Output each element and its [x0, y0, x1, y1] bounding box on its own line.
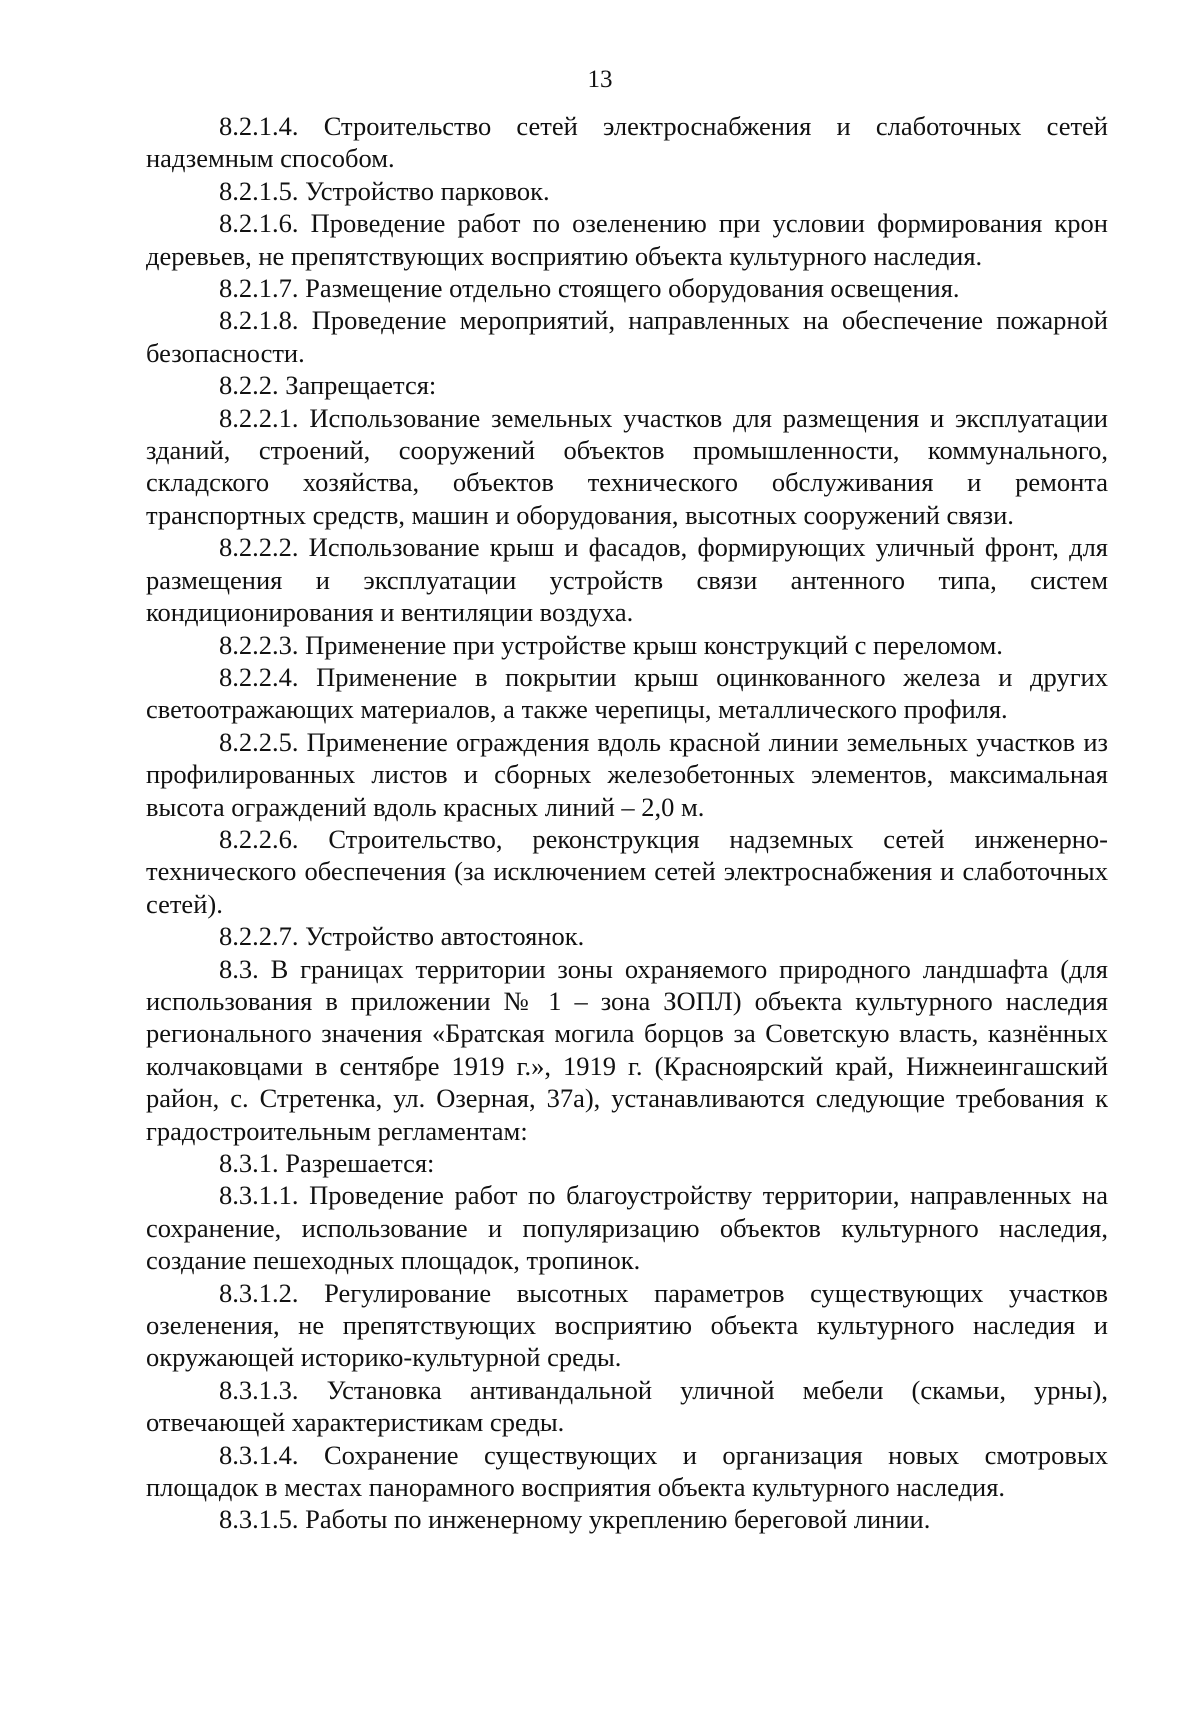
clause-8-2-2-1: 8.2.2.1. Использование земельных участков для размещения и эксплуатации зданий, строений, сооружений объектов промышленности, коммунального, складского хозяйства, объектов технического обслуживания и ремонта транспортных средств, машин и оборудования, высотных сооружений связи.: [146, 402, 1108, 530]
clause-8-2-2-6: 8.2.2.6. Строительство, реконструкция надземных сетей инженерно-технического обеспечения (за исключением сетей электроснабжения и слаботочных сетей).: [146, 823, 1108, 919]
clause-8-2-2-3: 8.2.2.3. Применение при устройстве крыш конструкций с переломом.: [219, 629, 1003, 660]
clause-8-3-1-5: 8.3.1.5. Работы по инженерному укреплению береговой линии.: [219, 1504, 931, 1535]
clause-8-2-1-5: 8.2.1.5. Устройство парковок.: [219, 175, 550, 206]
clause-8-2-2-4: 8.2.2.4. Применение в покрытии крыш оцинкованного железа и других светоотражающих материалов, а также черепицы, металлического профиля.: [146, 661, 1108, 725]
document-body: [146, 110, 1108, 1536]
clause-8-2-1-6: 8.2.1.6. Проведение работ по озеленению при условии формирования крон деревьев, не препятствующих восприятию объекта культурного наследия.: [146, 208, 1108, 271]
clause-8-2-1-4: 8.2.1.4. Строительство сетей электроснабжения и слаботочных сетей надземным способом.: [146, 111, 1108, 174]
clause-8-3-1-1: 8.3.1.1. Проведение работ по благоустройству территории, направленных на сохранение, использование и популяризацию объектов культурного наследия, создание пешеходных площадок, тропинок.: [146, 1180, 1108, 1276]
page-number: 13: [587, 66, 613, 93]
clause-8-2-2: 8.2.2. Запрещается:: [219, 370, 437, 401]
clause-8-3-1-2: 8.3.1.2. Регулирование высотных параметров существующих участков озеленения, не препятствующих восприятию объекта культурного наследия и окружающей историко-культурной среды.: [146, 1277, 1108, 1373]
clause-8-3: 8.3. В границах территории зоны охраняемого природного ландшафта (для использования в приложении № 1 – зона ЗОПЛ) объекта культурного наследия регионального значения «Братская могила борцов за Советскую власть, казнённых колчаковцами в сентябре 1919 г.», 1919 г. (Красноярский край, Нижнеингашский район, с. Стретенка, ул. Озерная, 37а), устанавливаются следующие требования к градостроительным регламентам:: [146, 953, 1108, 1146]
clause-8-3-1-3: 8.3.1.3. Установка антивандальной уличной мебели (скамьи, урны), отвечающей характеристикам среды.: [146, 1374, 1108, 1438]
clause-8-2-2-5: 8.2.2.5. Применение ограждения вдоль красной линии земельных участков из профилированных листов и сборных железобетонных элементов, максимальная высота ограждений вдоль красных линий – 2,0 м.: [146, 726, 1108, 822]
clause-8-2-2-2: 8.2.2.2. Использование крыш и фасадов, формирующих уличный фронт, для размещения и эксплуатации устройств связи антенного типа, систем кондиционирования и вентиляции воздуха.: [146, 532, 1108, 628]
clause-8-2-1-8: 8.2.1.8. Проведение мероприятий, направленных на обеспечение пожарной безопасности.: [146, 305, 1108, 368]
clause-8-2-2-7: 8.2.2.7. Устройство автостоянок.: [219, 921, 585, 952]
clause-8-3-1: 8.3.1. Разрешается:: [219, 1148, 435, 1178]
clause-8-2-1-7: 8.2.1.7. Размещение отдельно стоящего оборудования освещения.: [219, 273, 960, 304]
clause-8-3-1-4: 8.3.1.4. Сохранение существующих и организация новых смотровых площадок в местах панорамного восприятия объекта культурного наследия.: [146, 1439, 1108, 1503]
